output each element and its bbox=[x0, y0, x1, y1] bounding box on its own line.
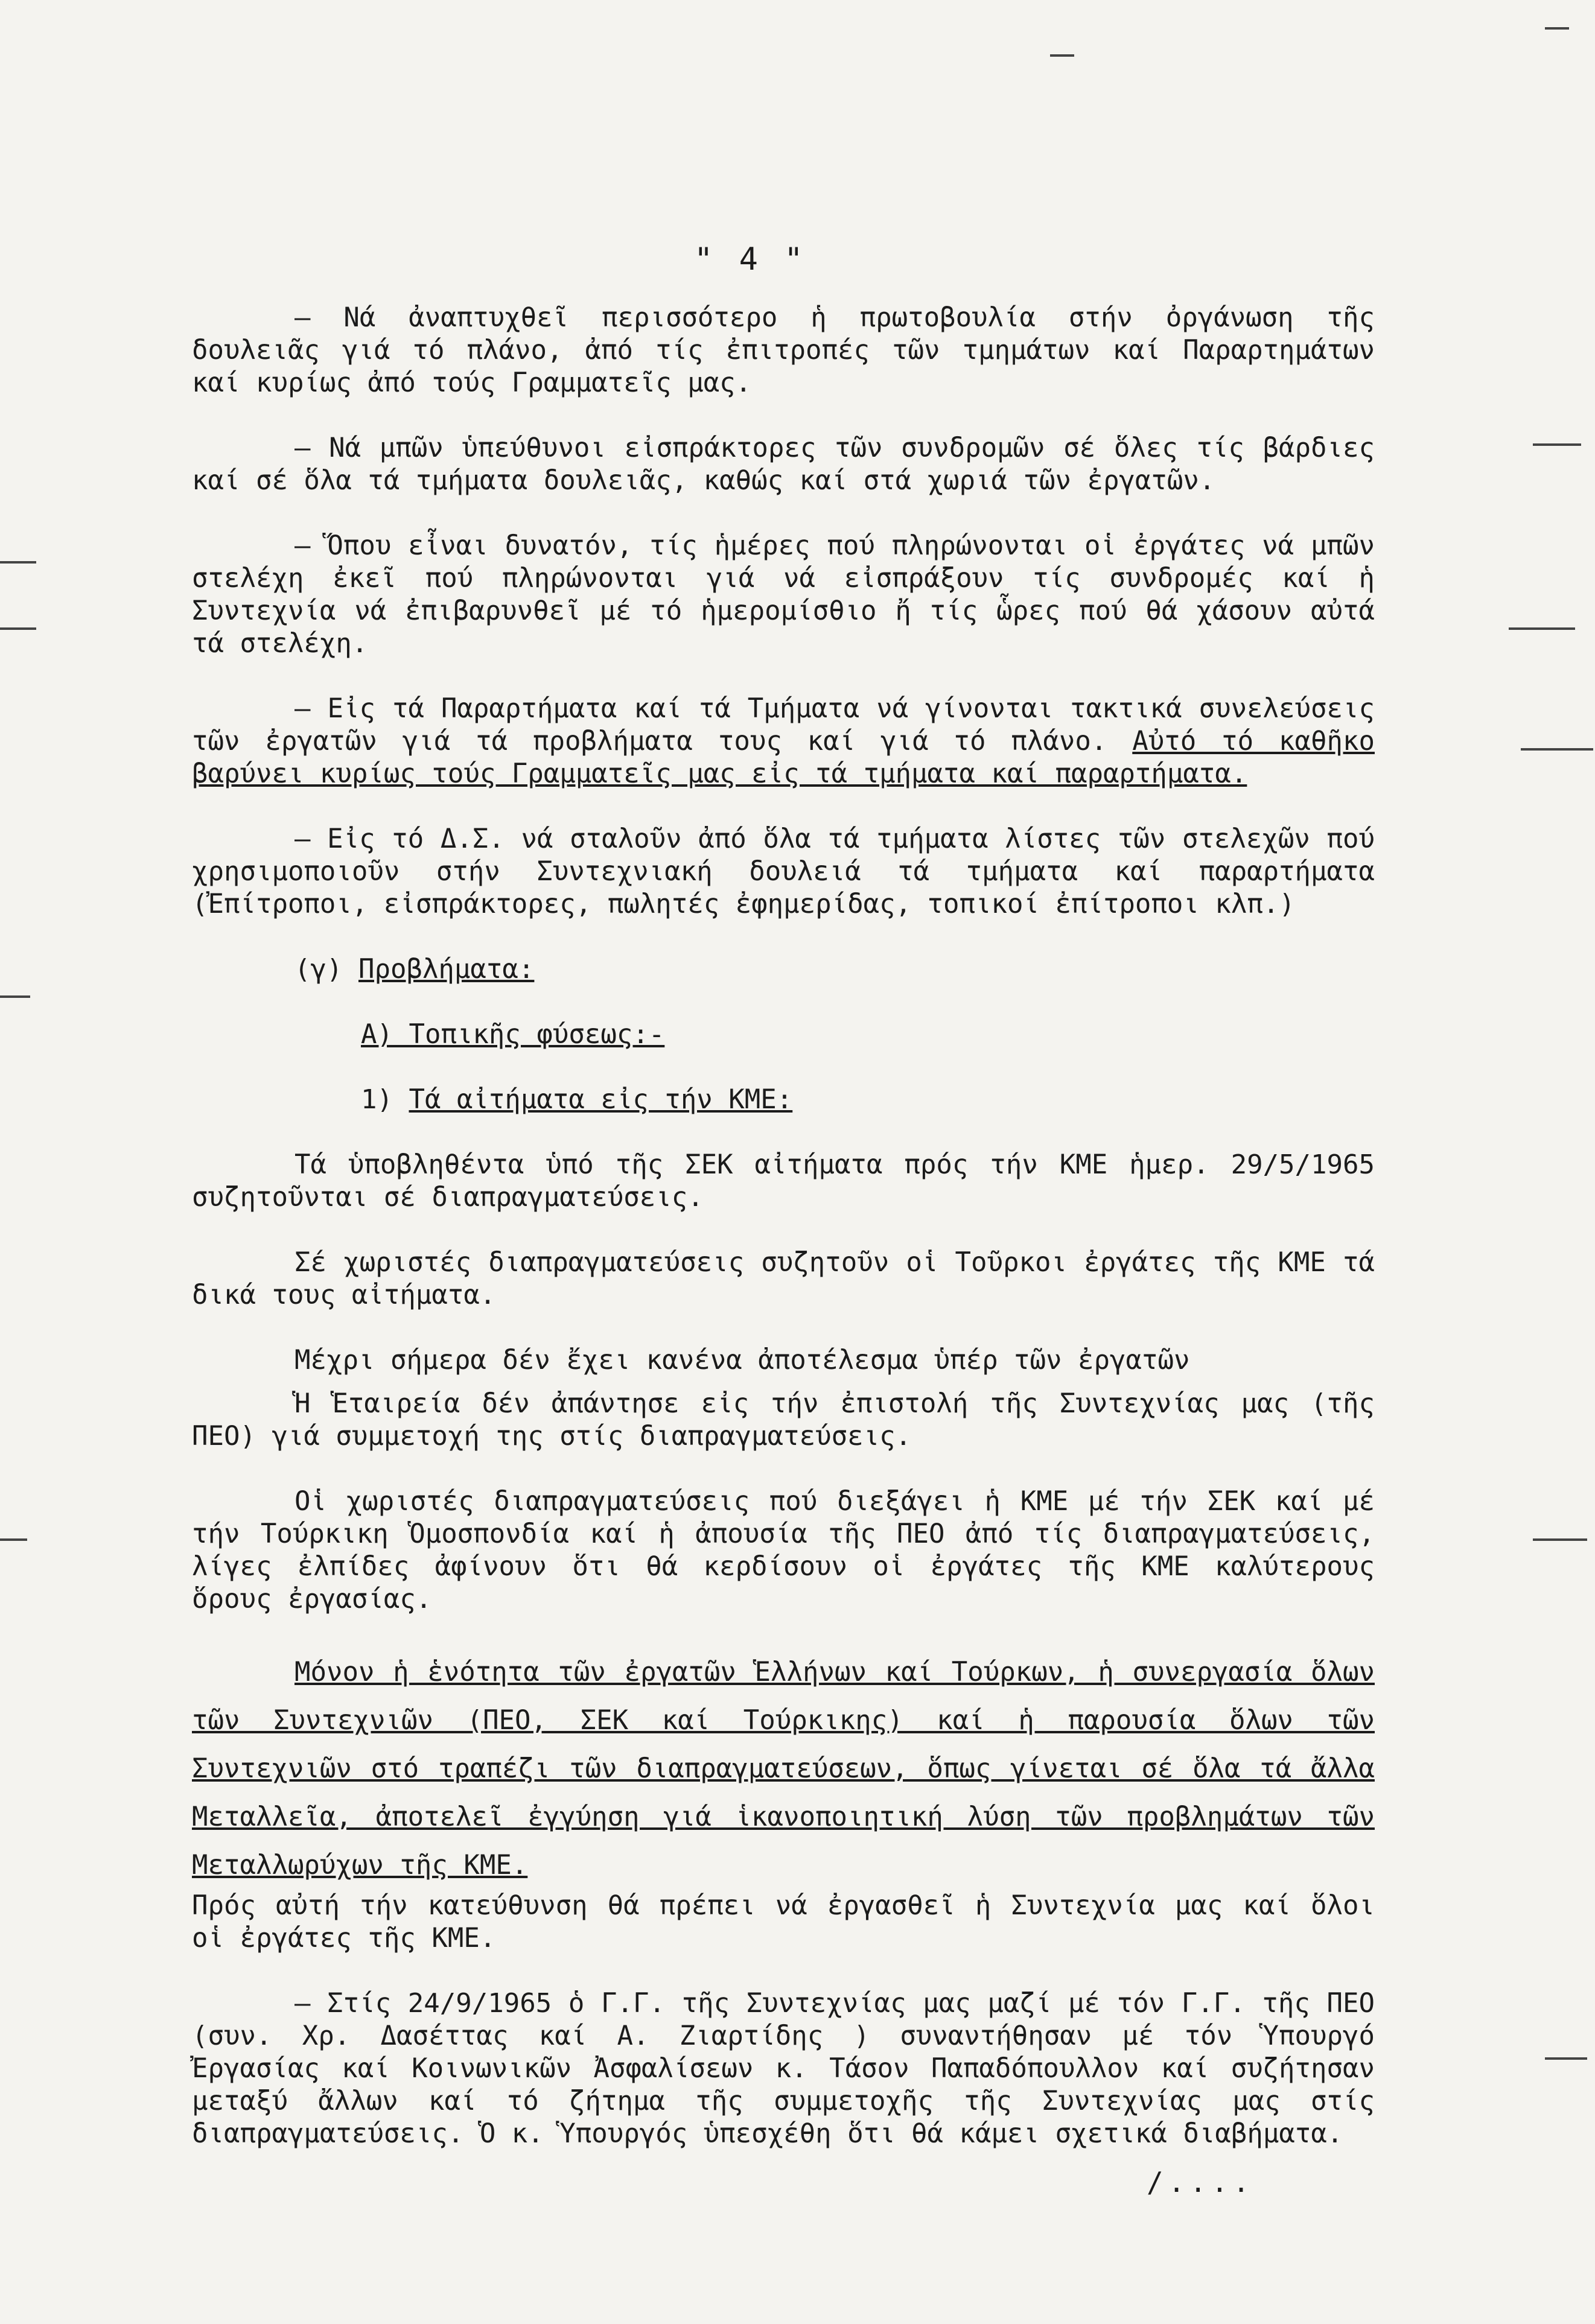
margin-mark bbox=[1533, 1538, 1587, 1541]
paragraph-separate-negotiations: Σέ χωριστές διαπραγματεύσεις συζητοῦν οἱ Τοῦρκοι ἐργάτες τῆς ΚΜΕ τά δικά τους αἰτήματα. bbox=[192, 1247, 1375, 1310]
item-title: Τά αἰτήματα εἰς τήν ΚΜΕ: bbox=[409, 1084, 793, 1115]
document-body bbox=[192, 302, 1375, 2183]
margin-mark bbox=[0, 561, 36, 564]
paragraph-payday: — Ὅπου εἶναι δυνατόν, τίς ἡμέρες πού πληρώνονται οἱ ἐργάτες νά μπῶν στελέχη ἐκεῖ πού πληρώνονται γιά νά εἰσπράξουν τίς συνδρομές καί ἡ Συντεχνία νά ἐπιβαρυνθεῖ μέ τό ἡμερομίσθιο ἤ τίς ὧρες πού θά χάσουν αὐτά τά στελέχη. bbox=[192, 530, 1375, 659]
paragraph-meetings bbox=[192, 693, 1375, 790]
paragraph-board: — Εἰς τό Δ.Σ. νά σταλοῦν ἀπό ὅλα τά τμήματα λίστες τῶν στελεχῶν πού χρησιμοποιοῦν στήν Συντεχνιακή δουλειά τά τμήματα καί παραρτήματα (Ἐπίτροποι, εἰσπράκτορες, πωλητές ἐφημερίδας, τοπικοί ἐπίτροποι κλπ.) bbox=[192, 824, 1375, 919]
continuation-mark: /.... bbox=[1147, 2166, 1255, 2199]
item-label: 1) bbox=[361, 1084, 393, 1115]
margin-mark bbox=[0, 1538, 27, 1541]
paragraph-unity bbox=[192, 1648, 1375, 1890]
margin-mark bbox=[1521, 748, 1593, 751]
item-heading-kme-demands bbox=[192, 1084, 1375, 1116]
paragraph-unity-underlined: Μόνον ἡ ἑνότητα τῶν ἐργατῶν Ἑλλήνων καί Τούρκων, ἡ συνεργασία ὅλων τῶν Συντεχνιῶν (ΠΕΟ, ΣΕΚ καί Τούρκικης) καί ἡ παρουσία ὅλων τῶν Συντεχνιῶν στό τραπέζι τῶν διαπραγματεύσεων, ὅπως γίνεται σέ ὅλα τά ἄλλα Μεταλλεῖα, ἀποτελεῖ ἐγγύηση γιά ἱκανοποιητική λύση τῶν προβλημάτων τῶν Μεταλλωρύχων τῆς ΚΜΕ. bbox=[192, 1657, 1375, 1881]
margin-mark bbox=[1533, 443, 1581, 446]
paragraph-meetings-underlined: Αὐτό τό καθῆκο βαρύνει κυρίως τούς Γραμματεῖς μας εἰς τά τμήματα καί παραρτήματα. bbox=[192, 726, 1375, 789]
margin-mark bbox=[0, 627, 36, 630]
paragraph-demands-submitted: Τά ὑποβληθέντα ὑπό τῆς ΣΕΚ αἰτήματα πρός τήν ΚΜΕ ἡμερ. 29/5/1965 συζητοῦνται σέ διαπραγματεύσεις. bbox=[192, 1149, 1375, 1213]
paragraph-unity-tail: Πρός αὐτή τήν κατεύθυνση θά πρέπει νά ἐργασθεῖ ἡ Συντεχνία μας καί ὅλοι οἱ ἐργάτες τῆς ΚΜΕ. bbox=[192, 1890, 1375, 1954]
margin-mark bbox=[1545, 2057, 1587, 2060]
section-heading-problems bbox=[192, 953, 1375, 986]
subsection-heading-local: Α) Τοπικῆς φύσεως:- bbox=[361, 1019, 665, 1050]
paragraph-initiative: — Νά ἀναπτυχθεῖ περισσότερο ἡ πρωτοβουλία στήν ὀργάνωση τῆς δουλειᾶς γιά τό πλάνο, ἀπό τίς ἐπιτροπές τῶν τμημάτων καί Παραρτημάτων καί κυρίως ἀπό τούς Γραμματεῖς μας. bbox=[192, 302, 1375, 398]
paragraph-no-result: Μέχρι σήμερα δέν ἔχει κανένα ἀποτέλεσμα ὑπέρ τῶν ἐργατῶν bbox=[294, 1345, 1190, 1376]
margin-mark bbox=[1545, 27, 1569, 30]
paragraph-collectors: — Νά μπῶν ὑπεύθυνοι εἰσπράκτορες τῶν συνδρομῶν σέ ὅλες τίς βάρδιες καί σέ ὅλα τά τμήματα δουλειᾶς, καθώς καί στά χωριά τῶν ἐργατῶν. bbox=[192, 433, 1375, 496]
margin-mark bbox=[1509, 627, 1575, 630]
section-label: (γ) bbox=[294, 954, 343, 985]
paragraph-company-reply: Ἡ Ἑταιρεία δέν ἀπάντησε εἰς τήν ἐπιστολή τῆς Συντεχνίας μας (τῆς ΠΕΟ) γιά συμμετοχή της στίς διαπραγματεύσεις. bbox=[192, 1388, 1375, 1452]
paragraph-little-hope: Οἱ χωριστές διαπραγματεύσεις πού διεξάγει ἡ ΚΜΕ μέ τήν ΣΕΚ καί μέ τήν Τούρκικη Ὁμοσπονδία καί ἡ ἀπουσία τῆς ΠΕΟ ἀπό τίς διαπραγματεύσεις, λίγες ἐλπίδες ἀφίνουν ὅτι θά κερδίσουν οἱ ἐργάτες τῆς ΚΜΕ καλύτερους ὅρους ἐργασίας. bbox=[192, 1486, 1375, 1614]
margin-mark bbox=[1050, 54, 1074, 57]
paragraph-minister-meeting: — Στίς 24/9/1965 ὁ Γ.Γ. τῆς Συντεχνίας μας μαζί μέ τόν Γ.Γ. τῆς ΠΕΟ (συν. Χρ. Δασέττας καί Α. Ζιαρτίδης ) συναντήθησαν μέ τόν Ὑπουργό Ἐργασίας καί Κοινωνικῶν Ἀσφαλίσεων κ. Τάσον Παπαδόπουλλον καί συζήτησαν μεταξύ ἄλλων καί τό ζήτημα τῆς συμμετοχῆς τῆς Συντεχνίας μας στίς διαπραγματεύσεις. Ὁ κ. Ὑπουργός ὑπεσχέθη ὅτι θά κάμει σχετικά διαβήματα. bbox=[192, 1988, 1375, 2149]
page-number: " 4 " bbox=[694, 241, 807, 278]
margin-mark bbox=[0, 995, 30, 998]
paragraph-meetings-text: — Εἰς τά Παραρτήματα καί τά Τμήματα νά γίνονται τακτικά συνελεύσεις τῶν ἐργατῶν γιά τά προβλήματα τους καί γιά τό πλάνο. bbox=[192, 693, 1375, 757]
section-title: Προβλήματα: bbox=[358, 954, 535, 985]
